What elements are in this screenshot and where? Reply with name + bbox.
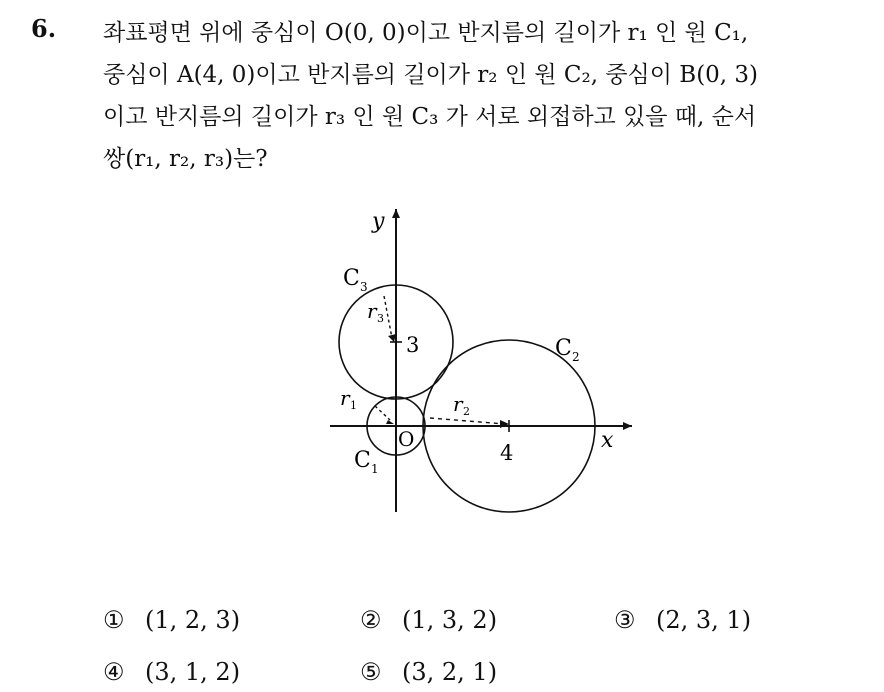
radius-r2-sub: 2 [463,405,470,418]
origin-label: O [398,427,415,451]
x-axis-label: x [601,428,614,453]
choice-2[interactable] [360,606,497,634]
radius-r1-line [375,406,390,420]
choice-number: ② [360,606,382,634]
radius-r1-sub: 1 [350,399,357,412]
question-line: 쌍(r₁, r₂, r₃)는? [103,146,268,172]
question-number: 6. [31,14,57,43]
radius-r3-line [384,296,392,338]
circle-c2-sub: 2 [572,350,580,364]
question-line: 중심이 A(4, 0)이고 반지름의 길이가 r₂ 인 원 C₂, 중심이 B(0, 3) [103,62,759,88]
choice-5[interactable] [360,658,497,686]
tick-label-x: 4 [500,441,514,465]
choice-text: (2, 3, 1) [656,606,752,634]
circle-c1-sub: 1 [371,462,379,476]
radius-r3-label: r [367,299,377,323]
choice-text: (3, 2, 1) [402,658,498,686]
y-axis-label: y [372,209,385,234]
circle-c1-label: C [354,448,371,473]
circle-c2-label: C [555,336,572,361]
question-text [103,12,873,180]
choice-number: ④ [103,658,125,686]
question-line: 이고 반지름의 길이가 r₃ 인 원 C₃ 가 서로 외접하고 있을 때, 순서 [103,104,757,130]
choice-text: (1, 2, 3) [145,606,241,634]
circle-c3-sub: 3 [360,280,368,294]
coordinate-figure [320,200,640,520]
radius-r1-arrowhead [386,420,394,424]
radius-r3-arrowhead [388,334,396,342]
choice-4[interactable] [103,658,240,686]
choice-text: (1, 3, 2) [402,606,498,634]
question-line: 좌표평면 위에 중심이 O(0, 0)이고 반지름의 길이가 r₁ 인 원 C₁, [103,20,749,46]
choice-3[interactable] [614,606,751,634]
radius-r2-label: r [453,392,463,416]
choice-number: ① [103,606,125,634]
choice-number: ⑤ [360,658,382,686]
choice-1[interactable] [103,606,240,634]
tick-label-y: 3 [406,333,420,357]
radius-r3-sub: 3 [377,312,384,325]
radius-r1-label: r [340,386,350,410]
choice-number: ③ [614,606,636,634]
choice-text: (3, 1, 2) [145,658,241,686]
circle-c3-label: C [343,266,360,291]
radius-r2-line [430,418,505,424]
